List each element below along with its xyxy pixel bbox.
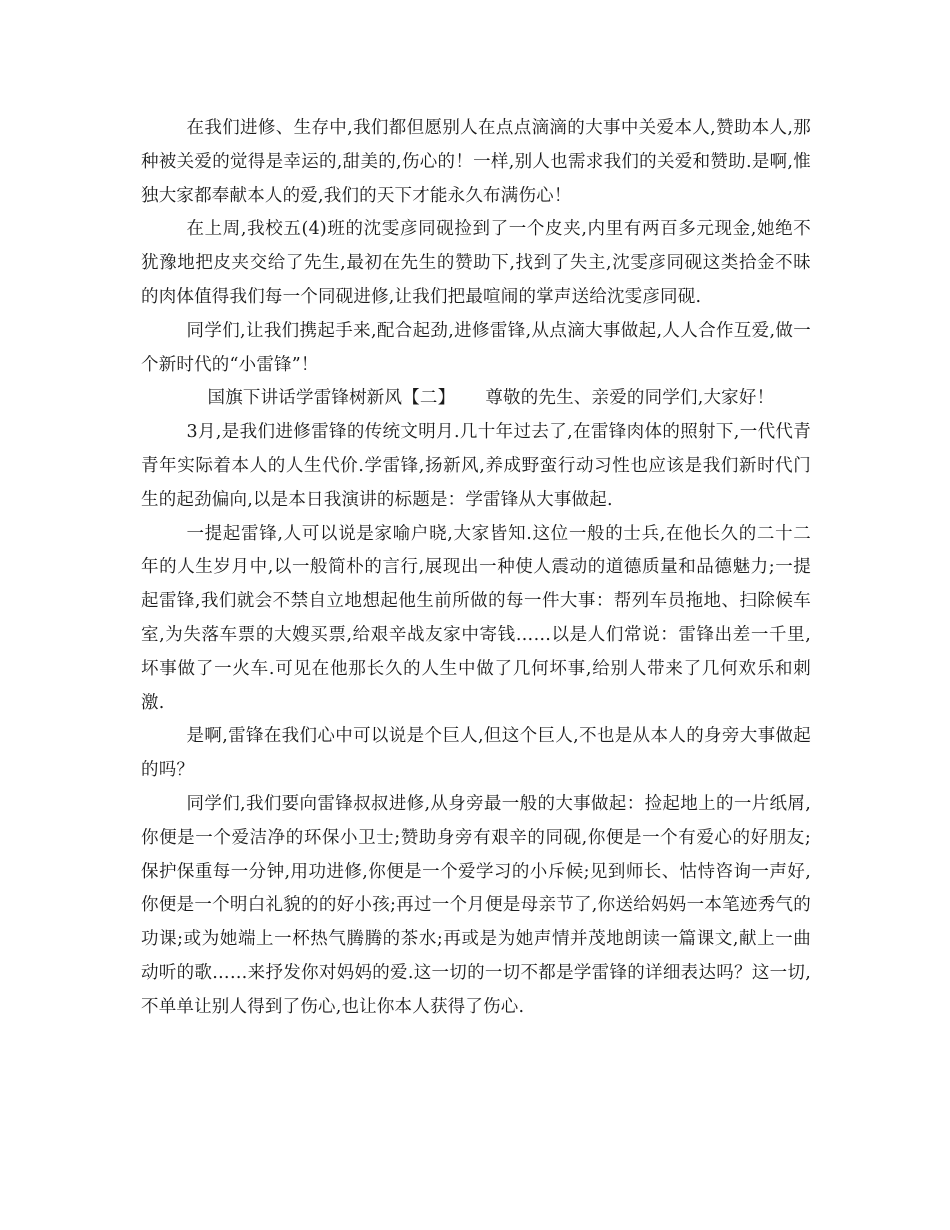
paragraph-1: 在我们进修、生存中,我们都但愿别人在点点滴滴的大事中关爱本人,赞助本人,那种被关爱的觉得是幸运的,甜美的,伤心的！一样,别人也需求我们的关爱和赞助.是啊,惟独大家都奉献本人的爱,我们的天下才能永久布满伤心！ xyxy=(141,118,811,206)
section-greeting: 尊敬的先生、亲爱的同学们,大家好！ xyxy=(485,388,775,409)
paragraph-7: 同学们,我们要向雷锋叔叔进修,从身旁最一般的大事做起：捡起地上的一片纸屑,你便是一个爱洁净的环保小卫士;赞助身旁有艰辛的同砚,你便是一个有爱心的好朋友;保护保重每一分钟,用功进修,你便是一个爱学习的小斥候;见到师长、怙恃咨询一声好,你便是一个明白礼貌的的好小孩;再过一个月便是母亲节了,你送给妈妈一本笔迹秀气的功课;或为她端上一杯热气腾腾的茶水;再或是为她声情并茂地朗读一篇课文,献上一曲动听的歌……来抒发你对妈妈的爱.这一切的一切不都是学雷锋的详细表达吗？这一切,不单单让别人得到了伤心,也让你本人获得了伤心. xyxy=(141,793,811,1017)
paragraph-3: 同学们,让我们携起手来,配合起劲,进修雷锋,从点滴大事做起,人人合作互爱,做一个新时代的“小雷锋”！ xyxy=(141,320,811,375)
paragraph-5: 一提起雷锋,人可以说是家喻户晓,大家皆知.这位一般的士兵,在他长久的二十二年的人生岁月中,以一般简朴的言行,展现出一种使人震动的道德质量和品德魅力;一提起雷锋,我们就会不禁自立地想起他生前所做的每一件大事：帮列车员拖地、扫除候车室,为失落车票的大嫂买票,给艰辛战友家中寄钱……以是人们常说：雷锋出差一千里,坏事做了一火车.可见在他那长久的人生中做了几何坏事,给别人带来了几何欢乐和刺激. xyxy=(141,523,811,713)
paragraph-2: 在上周,我校五(4)班的沈雯彦同砚捡到了一个皮夹,内里有两百多元现金,她绝不犹豫地把皮夹交给了先生,最初在先生的赞助下,找到了失主,沈雯彦同砚这类拾金不昧的肉体值得我们每一个同砚进修,让我们把最喧闹的掌声送给沈雯彦同砚. xyxy=(141,219,811,307)
paragraph-4: 3月,是我们进修雷锋的传统文明月.几十年过去了,在雷锋肉体的照射下,一代代青青年实际着本人的人生代价.学雷锋,扬新风,养成野蛮行动习性也应该是我们新时代门生的起劲偏向,以是本日我演讲的标题是：学雷锋从大事做起. xyxy=(141,422,811,510)
document-body xyxy=(141,112,811,1025)
section-heading-title: 国旗下讲话学雷锋树新风【二】 xyxy=(207,388,456,409)
section-heading-line xyxy=(141,382,811,416)
paragraph-6: 是啊,雷锋在我们心中可以说是个巨人,但这个巨人,不也是从本人的身旁大事做起的吗？ xyxy=(141,726,811,781)
